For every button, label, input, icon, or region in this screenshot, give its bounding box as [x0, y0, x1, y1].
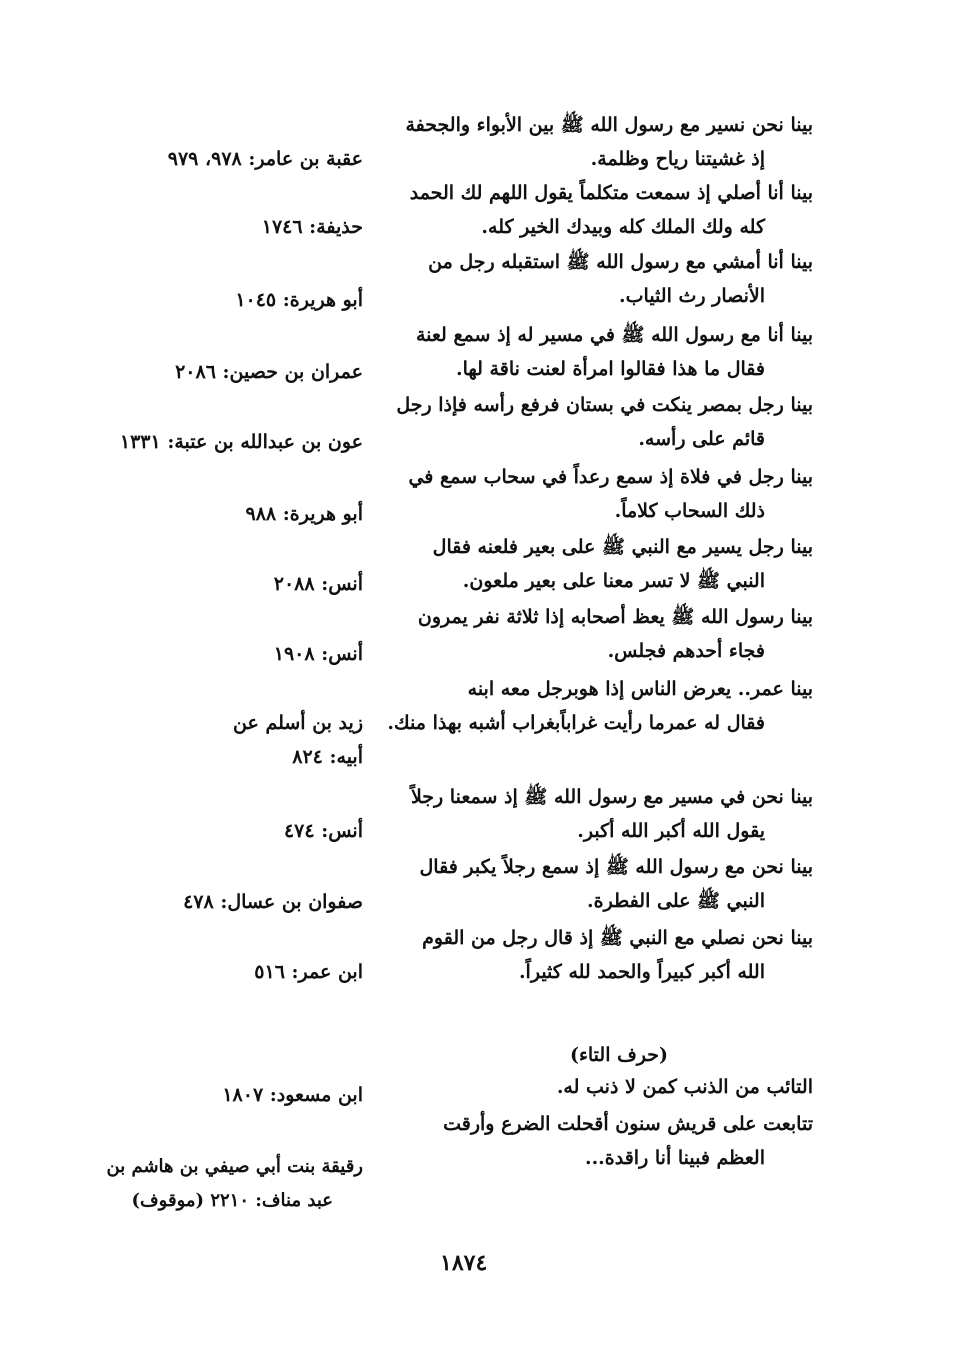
hadith-line-1: بينا رجل يسير مع النبي ﷺ على بعير فلعنه فقال	[432, 536, 813, 558]
hadith-line-1: بينا أنا مع رسول الله ﷺ في مسير له إذ سمع لعنة	[415, 324, 813, 346]
hadith-line-1: بينا أنا أصلي إذ سمعت متكلماً يقول اللهم لك الحمد	[409, 182, 813, 204]
hadith-line-1: بينا رسول الله ﷺ يعظ أصحابه إذا ثلاثة نفر يمرون	[417, 606, 813, 628]
narrator-line-2: أبيه: ٨٢٤	[292, 746, 363, 768]
hadith-line-2: فجاء أحدهم فجلس.	[607, 640, 765, 662]
narrator-reference: ابن مسعود: ١٨٠٧	[222, 1084, 363, 1106]
hadith-line-2: الله أكبر كبيراً والحمد لله كثيراً.	[518, 961, 765, 983]
hadith-entry	[383, 850, 813, 918]
narrator-reference: حذيفة: ١٧٤٦	[261, 216, 363, 238]
hadith-line-2: يقول الله أكبر الله أكبر.	[577, 820, 765, 842]
hadith-entry	[383, 1070, 813, 1104]
hadith-line-1: التائب من الذنب كمن لا ذنب له.	[556, 1076, 813, 1098]
narrator-reference: ابن عمر: ٥١٦	[254, 961, 363, 983]
hadith-line-1: بينا نحن نسير مع رسول الله ﷺ بين الأبواء والجحفة	[405, 114, 813, 136]
narrator-reference: أبو هريرة: ١٠٤٥	[235, 289, 363, 311]
narrator-reference: أنس: ١٩٠٨	[273, 643, 363, 665]
narrator-reference: أبو هريرة: ٩٨٨	[245, 503, 363, 525]
hadith-entry	[383, 921, 813, 989]
hadith-line-1: بينا رجل بمصر ينكت في بستان فرفع رأسه فإذا رجل	[396, 394, 813, 416]
narrator-line-2: عبد مناف: ٢٢١٠ (موقوف)	[131, 1190, 333, 1211]
hadith-entry	[383, 600, 813, 668]
hadith-entry	[383, 108, 813, 176]
hadith-line-1: بينا أنا أمشي مع رسول الله ﷺ استقبله رجل من	[428, 251, 813, 273]
hadith-line-2: فقال له عمرما رأيت غراباًبغراب أشبه بهذا منك.	[387, 712, 765, 734]
narrator-reference: عمران بن حصين: ٢٠٨٦	[175, 361, 363, 383]
hadith-entry	[383, 176, 813, 244]
hadith-entry	[383, 1107, 813, 1175]
hadith-line-1: بينا نحن نصلي مع النبي ﷺ إذ قال رجل من القوم	[422, 927, 813, 949]
narrator-reference: عون بن عبدالله بن عتبة: ١٣٣١	[119, 431, 363, 453]
hadith-line-2: النبي ﷺ على الفطرة.	[587, 890, 765, 912]
hadith-line-2: إذ غشيتنا رياح وظلمة.	[590, 148, 765, 170]
hadith-entry	[383, 672, 813, 740]
hadith-line-2: فقال ما هذا فقالوا امرأة لعنت ناقة لها.	[455, 358, 765, 380]
hadith-line-1: بينا عمر.. يعرض الناس إذا هوبرجل معه ابنه	[467, 678, 813, 700]
hadith-entry	[383, 245, 813, 313]
hadith-line-1: بينا نحن مع رسول الله ﷺ إذ سمع رجلاً يكبر فقال	[419, 856, 813, 878]
hadith-line-1: بينا رجل في فلاة إذ سمع رعداً في سحاب سمع في	[408, 466, 813, 488]
section-heading: (حرف التاء)	[569, 1044, 668, 1066]
hadith-entry	[383, 388, 813, 456]
hadith-line-2: النبي ﷺ لا تسر معنا على بعير ملعون.	[462, 570, 765, 592]
narrator-reference: أنس: ٢٠٨٨	[273, 573, 363, 595]
narrator-line-1: زيد بن أسلم عن	[233, 712, 363, 734]
hadith-line-2: العظم فبينا أنا راقدة...	[584, 1147, 765, 1169]
page-number: ١٨٧٤	[440, 1250, 488, 1276]
hadith-line-2: قائم على رأسه.	[638, 428, 765, 450]
narrator-line-1: رقيقة بنت أبي صيفي بن هاشم بن	[106, 1156, 363, 1177]
narrator-reference: صفوان بن عسال: ٤٧٨	[183, 891, 363, 913]
narrator-reference: عقبة بن عامر: ٩٧٨، ٩٧٩	[167, 148, 363, 170]
hadith-line-2: كله ولك الملك كله وبيدك الخير كله.	[481, 216, 765, 238]
hadith-line-1: تتابعت على قريش سنون أقحلت الضرع وأرقت	[443, 1113, 813, 1135]
narrator-reference: أنس: ٤٧٤	[283, 820, 363, 842]
hadith-line-2: الأنصار رث الثياب.	[619, 285, 765, 307]
hadith-entry	[383, 460, 813, 528]
hadith-entry	[383, 530, 813, 598]
hadith-line-1: بينا نحن في مسير مع رسول الله ﷺ إذ سمعنا رجلاً	[410, 786, 813, 808]
narrator-reference	[103, 706, 363, 774]
narrator-reference	[103, 1150, 363, 1218]
hadith-entry	[383, 780, 813, 848]
hadith-entry	[383, 318, 813, 386]
hadith-line-2: ذلك السحاب كلاماً.	[614, 500, 765, 522]
